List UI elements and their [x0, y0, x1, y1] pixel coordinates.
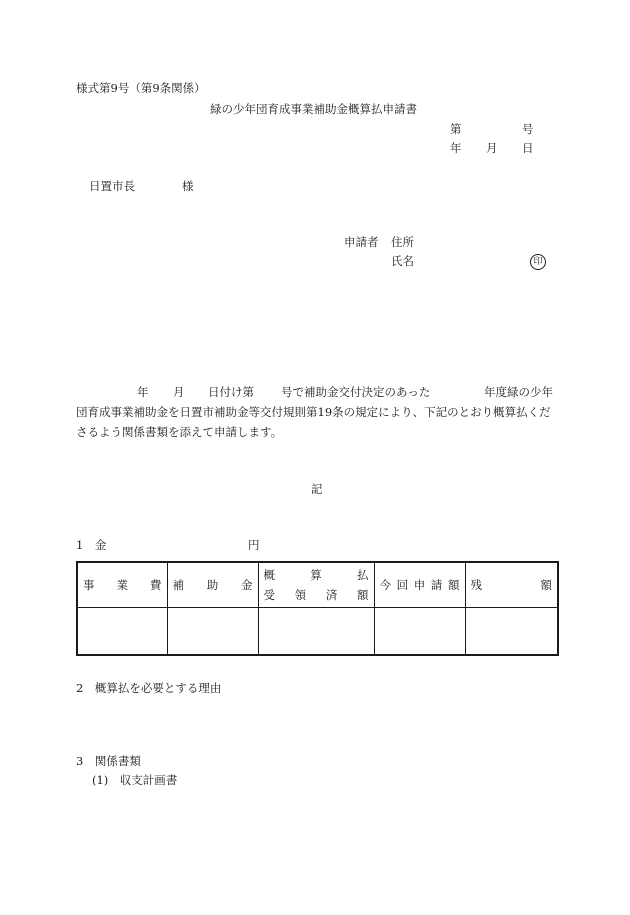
- addressee-mayor: 日置市長: [89, 179, 135, 193]
- section3-item1: (1) 収支計画書: [92, 773, 178, 787]
- cell-konkai[interactable]: [374, 608, 465, 656]
- applicant-address-label: 住所: [391, 235, 414, 249]
- header-gaisan: [258, 562, 374, 608]
- applicant-name-label: 氏名: [391, 254, 414, 268]
- date-month: 月: [486, 141, 498, 155]
- section1-label: 1 金: [76, 538, 107, 552]
- header-jigyouhi: [77, 562, 167, 608]
- number-go: 号: [522, 122, 534, 136]
- ki-mark: 記: [311, 482, 323, 496]
- header-zangaku: [465, 562, 558, 608]
- header-jigyouhi-text: 事 業 費: [83, 578, 162, 592]
- header-zangaku-text: 残 額: [470, 578, 552, 592]
- form-id: 様式第9号（第9条関係）: [76, 81, 206, 95]
- table-row: [77, 608, 558, 656]
- seal-mark: 印: [530, 254, 546, 270]
- number-dai: 第: [450, 122, 462, 136]
- date-year: 年: [450, 141, 462, 155]
- body-middle: 号で補助金交付決定のあった: [281, 385, 431, 399]
- header-konkai: [374, 562, 465, 608]
- amount-table: [76, 561, 559, 656]
- date-day: 日: [522, 141, 534, 155]
- header-gaisan-top: 概 算 払: [263, 568, 369, 582]
- header-gaisan-bottom: 受 領 済 額: [263, 588, 369, 602]
- section2-label: 2 概算払を必要とする理由: [76, 681, 222, 695]
- cell-gaisan[interactable]: [258, 608, 374, 656]
- section3-label: 3 関係書類: [76, 754, 141, 768]
- cell-zangaku[interactable]: [465, 608, 558, 656]
- table-header-row: [77, 562, 558, 608]
- section1-yen: 円: [248, 538, 260, 552]
- body-month: 月: [173, 385, 185, 399]
- body-day-no: 日付け第: [208, 385, 254, 399]
- body-line1-end: 年度緑の少年: [484, 385, 553, 399]
- document-title: 緑の少年団育成事業補助金概算払申請書: [210, 102, 417, 116]
- body-line2: 団育成事業補助金を日置市補助金等交付規則第19条の規定により、下記のとおり概算払くだ: [76, 405, 551, 419]
- header-konkai-text: 今 回 申 請 額: [379, 578, 460, 592]
- header-hojokin: [167, 562, 258, 608]
- body-year: 年: [137, 385, 149, 399]
- applicant-label: 申請者: [344, 235, 379, 249]
- body-line3: さるよう関係書類を添えて申請します。: [76, 425, 283, 439]
- cell-hojokin[interactable]: [167, 608, 258, 656]
- header-hojokin-text: 補 助 金: [172, 578, 253, 592]
- cell-jigyouhi[interactable]: [77, 608, 167, 656]
- addressee-sama: 様: [182, 179, 194, 193]
